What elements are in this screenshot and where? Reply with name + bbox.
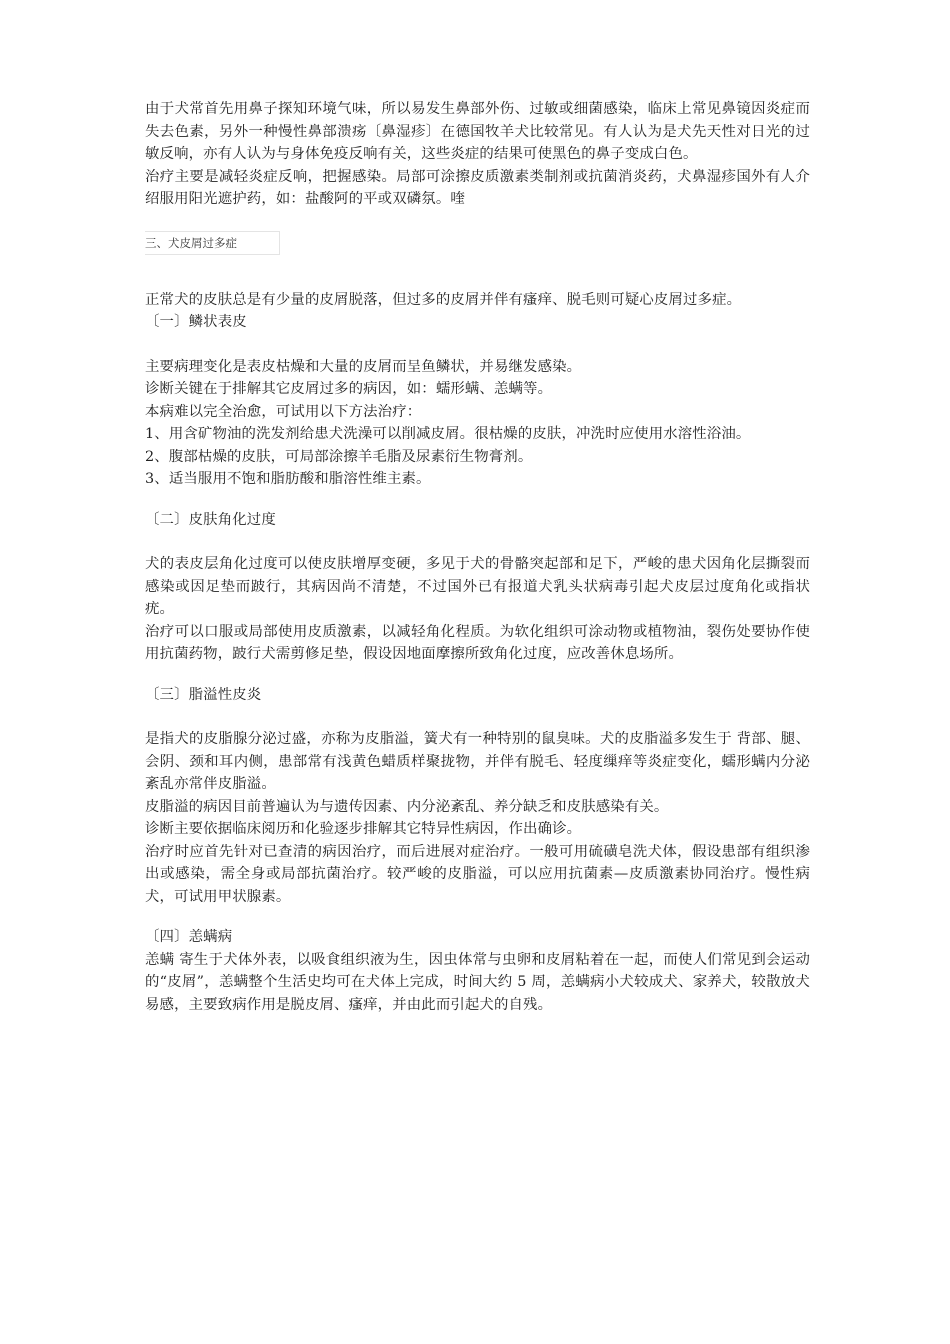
section-heading-3: 三、犬皮屑过多症	[145, 231, 280, 255]
spacer	[145, 491, 810, 509]
document-body	[145, 98, 810, 1016]
sub3-paragraph-4: 治疗时应首先针对已查清的病因治疗，而后进展对症治疗。一般可用硫磺皂洗犬体，假设患部有组织渗出或感染，需全身或局部抗菌治疗。较严峻的皮脂溢，可以应用抗菌素—皮质激素协同治疗。慢性病犬，可试用甲状腺素。	[145, 843, 810, 905]
sub2-paragraph-2: 治疗可以口服或局部使用皮质激素，以减轻角化程质。为软化组织可涂动物或植物油，裂伤处要协作使用抗菌药物，跛行犬需剪修足垫，假设因地面摩擦所致角化过度，应改善休息场所。	[145, 623, 810, 662]
sub1-list-item-3: 3、适当服用不饱和脂肪酸和脂溶性维主素。	[145, 471, 431, 487]
sub3-paragraph-3: 诊断主要依据临床阅历和化验逐步排解其它特异性病因，作出确诊。	[145, 821, 582, 837]
subheading-hyperkeratosis: 〔二〕皮肤角化过度	[145, 511, 276, 528]
spacer	[145, 334, 810, 356]
spacer	[145, 706, 810, 728]
sub1-paragraph-2: 诊断关键在于排解其它皮屑过多的病因，如：蠕形螨、恙螨等。	[145, 381, 553, 397]
intro-paragraph-1: 由于犬常首先用鼻子探知环境气味，所以易发生鼻部外伤、过敏或细菌感染，临床上常见鼻镜因炎症而失去色素，另外一种慢性鼻部溃疡〔鼻湿疹〕在德国牧羊犬比较常见。有人认为是犬先天性对日光的过敏反响，亦有人认为与身体免疫反响有关，这些炎症的结果可使黑色的鼻子变成白色。	[145, 101, 810, 162]
subheading-seborrheic-dermatitis: 〔三〕脂溢性皮炎	[145, 686, 262, 703]
intro-paragraph-2: 治疗主要是减轻炎症反响，把握感染。局部可涂擦皮质激素类制剂或抗菌消炎药，犬鼻湿疹国外有人介绍服用阳光遮护药，如：盐酸阿的平或双磷氛。喹	[145, 168, 810, 207]
sub3-paragraph-1: 是指犬的皮脂腺分泌过盛，亦称为皮脂溢，簧犬有一种特别的鼠臭味。犬的皮脂溢多发生于 背部、腿、会阴、颈和耳内侧，患部常有浅黄色蜡质样聚拢物，并伴有脱毛、轻度缫痒等炎症变化，蠕形螨内分泌紊乱亦常伴皮脂溢。	[145, 731, 810, 792]
spacer	[145, 531, 810, 553]
section3-intro: 正常犬的皮肤总是有少量的皮屑脱落，但过多的皮屑并伴有瘙痒、脱毛则可疑心皮屑过多症。	[145, 291, 742, 308]
subheading-chigger-mite: 〔四〕恙螨病	[145, 929, 233, 945]
spacer	[145, 666, 810, 684]
sub2-paragraph-1: 犬的表皮层角化过度可以使皮肤增厚变硬，多见于犬的骨骼突起部和足下，严峻的患犬因角化层撕裂而感染或因足垫而跛行，其病因尚不清楚，不过国外已有报道犬乳头状病毒引起犬皮层过度角化或指状疣。	[145, 556, 810, 617]
sub1-list-item-1: 1、用含矿物油的洗发剂给患犬洗澡可以削减皮屑。很枯燥的皮肤，冲洗时应使用水溶性浴油。	[145, 426, 751, 442]
sub1-paragraph-3: 本病难以完全治愈，可试用以下方法治疗：	[145, 403, 422, 420]
sub1-list-item-2: 2、腹部枯燥的皮肤，可局部涂擦羊毛脂及尿素衍生物膏剂。	[145, 448, 533, 465]
sub1-paragraph-1: 主要病理变化是表皮枯燥和大量的皮屑而呈鱼鳞状，并易继发感染。	[145, 358, 582, 375]
sub3-paragraph-2: 皮脂溢的病因目前普遍认为与遗传因素、内分泌紊乱、养分缺乏和皮肤感染有关。	[145, 798, 669, 815]
subheading-scaly-epidermis: 〔一〕鳞状表皮	[145, 314, 247, 330]
spacer	[145, 908, 810, 926]
sub4-paragraph-1: 恙螨 寄生于犬体外表，以吸食组织液为生，因虫体常与虫卵和皮屑粘着在一起，而使人们常见到会运动的“皮屑”，恙螨整个生活史均可在犬体上完成，时间大约 5 周，恙螨病小犬较成犬、家养犬，较散放犬易感，主要致病作用是脱皮屑、瘙痒，并由此而引起犬的自残。	[145, 951, 810, 1013]
